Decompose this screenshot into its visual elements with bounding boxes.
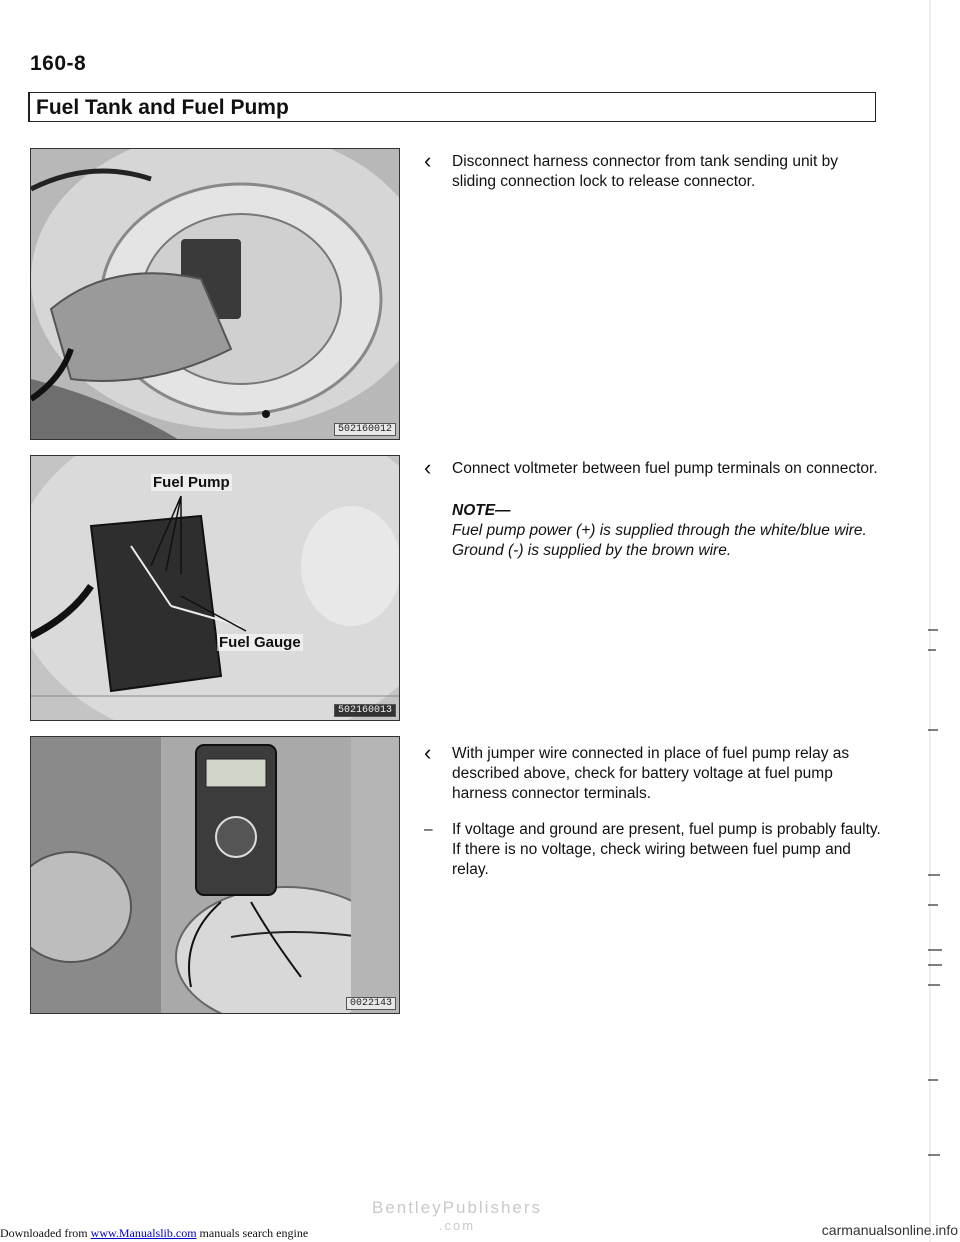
photo-connector-drawing [31, 456, 400, 721]
page-number: 160-8 [30, 52, 87, 75]
step-text: Connect voltmeter between fuel pump terminals on connector. [452, 460, 878, 477]
footer-suffix: manuals search engine [196, 1226, 309, 1240]
manualslib-link[interactable]: www.Manualslib.com [90, 1226, 197, 1240]
section-header [28, 92, 876, 122]
watermark [362, 1198, 552, 1233]
footer-site: carmanualsonline.info [821, 1222, 958, 1238]
photo-code: 0022143 [346, 997, 396, 1010]
photo-code: 502160013 [334, 704, 396, 717]
section-title: Fuel Tank and Fuel Pump [36, 96, 289, 119]
arrow-left-icon: ‹ [424, 740, 432, 765]
label-fuel-pump: Fuel Pump [153, 474, 230, 491]
step-text: With jumper wire connected in place of fuel pump relay as described above, check for battery voltage at fuel pump harness connector terminals. [452, 745, 850, 802]
footer-prefix: Downloaded from [0, 1226, 91, 1240]
photo-connector-terminals [30, 455, 400, 721]
step-connect-voltmeter [424, 455, 884, 561]
step-text: Disconnect harness connector from tank sending unit by sliding connection lock to release connector. [452, 153, 838, 190]
dash-marker: – [424, 821, 433, 838]
watermark-line2: .com [438, 1218, 476, 1233]
photo-sending-unit-drawing [31, 149, 400, 440]
note-title: NOTE— [452, 502, 511, 519]
dash-text: If voltage and ground are present, fuel pump is probably faulty. If there is no voltage, check wiring between fuel pump and relay. [452, 821, 881, 878]
note-text: Fuel pump power (+) is supplied through the white/blue wire. Ground (-) is supplied by the brown wire. [452, 522, 867, 559]
photo-code: 502160012 [334, 423, 396, 436]
arrow-left-icon: ‹ [424, 455, 432, 480]
photo-voltmeter [30, 736, 400, 1014]
dash-item [424, 820, 884, 880]
photo-voltmeter-drawing [31, 737, 400, 1014]
footer-download-notice [0, 1226, 308, 1241]
step-disconnect [424, 148, 884, 192]
label-fuel-gauge: Fuel Gauge [219, 634, 301, 651]
scan-edge-marks [924, 0, 960, 1242]
watermark-line1: BentleyPublishers [371, 1198, 543, 1217]
step-check-voltage [424, 740, 884, 804]
arrow-left-icon: ‹ [424, 148, 432, 173]
photo-sending-unit [30, 148, 400, 440]
